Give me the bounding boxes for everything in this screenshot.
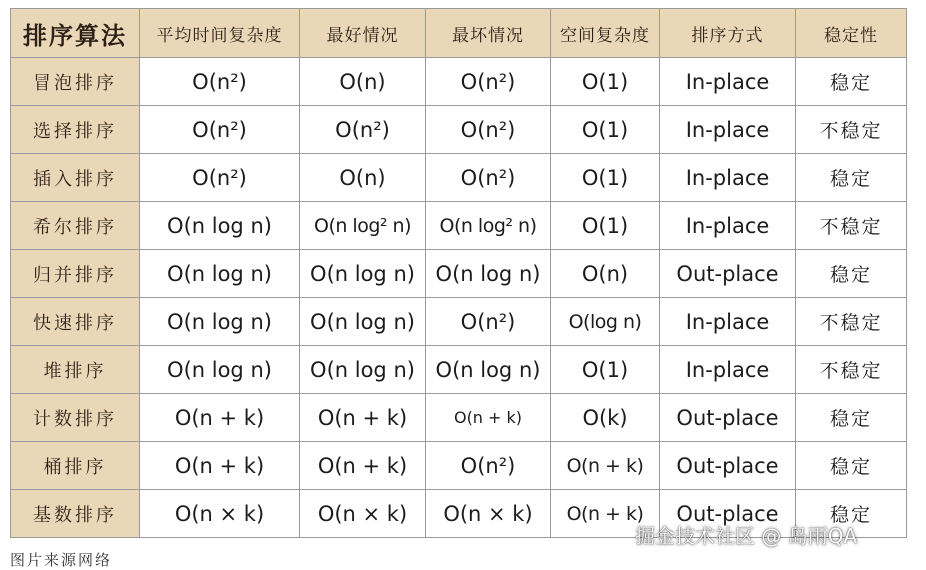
cell-space: O(1) [551, 346, 660, 394]
cell-avg: O(n × k) [140, 490, 300, 538]
cell-best: O(n) [300, 154, 426, 202]
cell-space: O(1) [551, 58, 660, 106]
table-row [11, 346, 907, 394]
cell-space: O(1) [551, 154, 660, 202]
cell-stability: 不稳定 [796, 106, 907, 154]
cell-method: In-place [660, 202, 796, 250]
cell-avg: O(n²) [140, 58, 300, 106]
cell-stability: 不稳定 [796, 346, 907, 394]
column-header-method: 排序方式 [660, 9, 796, 58]
table-row [11, 394, 907, 442]
sorting-complexity-table-wrapper [10, 8, 906, 555]
cell-stability: 稳定 [796, 394, 907, 442]
table-header-row [11, 9, 907, 58]
cell-avg: O(n log n) [140, 346, 300, 394]
table-row [11, 106, 907, 154]
cell-worst: O(n²) [426, 58, 551, 106]
corner-header: 排序算法 [11, 9, 140, 58]
row-header: 桶排序 [11, 442, 140, 490]
row-header: 归并排序 [11, 250, 140, 298]
cell-space: O(log n) [551, 298, 660, 346]
cell-method: In-place [660, 346, 796, 394]
table-row [11, 202, 907, 250]
row-header: 快速排序 [11, 298, 140, 346]
row-header: 基数排序 [11, 490, 140, 538]
cell-best: O(n log² n) [300, 202, 426, 250]
cell-method: In-place [660, 154, 796, 202]
cell-avg: O(n + k) [140, 442, 300, 490]
column-header-avg: 平均时间复杂度 [140, 9, 300, 58]
cell-worst: O(n²) [426, 154, 551, 202]
row-header: 插入排序 [11, 154, 140, 202]
cell-method: In-place [660, 58, 796, 106]
cell-space: O(n + k) [551, 490, 660, 538]
cell-best: O(n + k) [300, 394, 426, 442]
cell-worst: O(n log² n) [426, 202, 551, 250]
cell-best: O(n log n) [300, 298, 426, 346]
column-header-worst: 最坏情况 [426, 9, 551, 58]
cell-best: O(n log n) [300, 250, 426, 298]
cell-method: Out-place [660, 394, 796, 442]
cell-best: O(n × k) [300, 490, 426, 538]
cell-best: O(n + k) [300, 442, 426, 490]
image-caption [10, 551, 130, 569]
cell-best: O(n²) [300, 106, 426, 154]
cell-method: In-place [660, 106, 796, 154]
cell-method: In-place [660, 298, 796, 346]
row-header: 计数排序 [11, 394, 140, 442]
cell-worst: O(n log n) [426, 346, 551, 394]
cell-avg: O(n log n) [140, 202, 300, 250]
cell-avg: O(n log n) [140, 250, 300, 298]
cell-worst: O(n × k) [426, 490, 551, 538]
cell-worst: O(n²) [426, 442, 551, 490]
cell-stability: 稳定 [796, 250, 907, 298]
cell-space: O(k) [551, 394, 660, 442]
cell-stability: 稳定 [796, 154, 907, 202]
cell-worst: O(n log n) [426, 250, 551, 298]
row-header: 希尔排序 [11, 202, 140, 250]
cell-avg: O(n²) [140, 154, 300, 202]
cell-stability: 稳定 [796, 442, 907, 490]
image-caption-text: 图片来源网络 [10, 551, 113, 569]
cell-avg: O(n²) [140, 106, 300, 154]
watermark: 掘金技术社区 @ 岛雨QA [635, 524, 858, 548]
cell-method: Out-place [660, 490, 796, 538]
table-row [11, 442, 907, 490]
cell-avg: O(n + k) [140, 394, 300, 442]
table-row [11, 250, 907, 298]
column-header-stability: 稳定性 [796, 9, 907, 58]
row-header: 堆排序 [11, 346, 140, 394]
cell-worst: O(n²) [426, 298, 551, 346]
cell-method: Out-place [660, 250, 796, 298]
cell-best: O(n) [300, 58, 426, 106]
cell-worst: O(n²) [426, 106, 551, 154]
cell-space: O(1) [551, 106, 660, 154]
column-header-space: 空间复杂度 [551, 9, 660, 58]
cell-method: Out-place [660, 442, 796, 490]
column-header-best: 最好情况 [300, 9, 426, 58]
cell-best: O(n log n) [300, 346, 426, 394]
cell-stability: 稳定 [796, 58, 907, 106]
table-row [11, 154, 907, 202]
table-row [11, 298, 907, 346]
table-row [11, 58, 907, 106]
cell-space: O(1) [551, 202, 660, 250]
sorting-complexity-table [10, 8, 907, 538]
cell-worst: O(n + k) [426, 394, 551, 442]
cell-stability: 不稳定 [796, 202, 907, 250]
cell-stability: 稳定 [796, 490, 907, 538]
cell-stability: 不稳定 [796, 298, 907, 346]
cell-space: O(n + k) [551, 442, 660, 490]
cell-space: O(n) [551, 250, 660, 298]
row-header: 冒泡排序 [11, 58, 140, 106]
row-header: 选择排序 [11, 106, 140, 154]
cell-avg: O(n log n) [140, 298, 300, 346]
